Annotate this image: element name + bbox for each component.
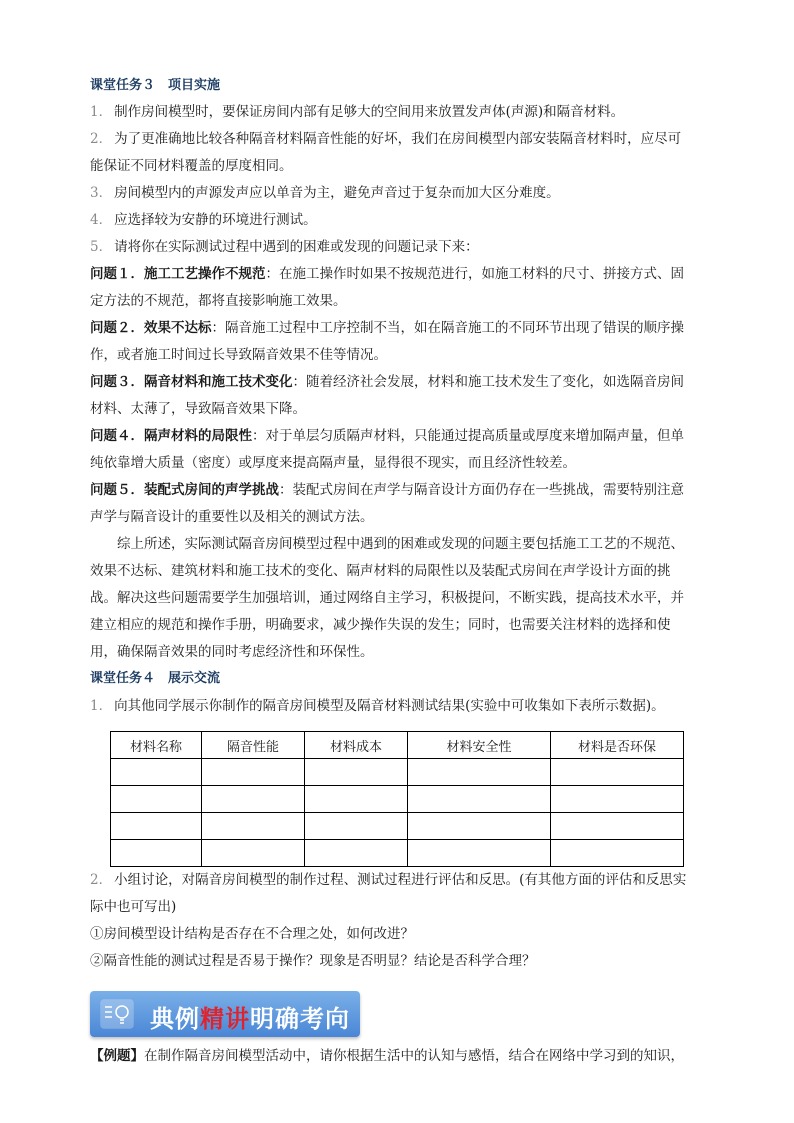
task3-item-4 [90,210,317,230]
problem-5-cont: 声学与隔音设计的重要性以及相关的测试方法。 [90,509,374,525]
task3-item-5 [90,237,479,257]
table-cell [202,813,305,840]
summary-line-4: 建立相应的规范和操作手册，明确要求，减少操作失误的发生；同时，也需要关注材料的选择和使 [90,617,671,633]
banner-part-1: 典例 [150,1005,200,1033]
task3-item-2 [90,129,681,149]
problem-3 [90,372,684,392]
banner-part-2: 精讲 [200,1005,250,1033]
item-text: 小组讨论，对隔音房间模型的制作过程、测试过程进行评估和反思。(有其他方面的评估和反思实 [114,872,687,888]
header-cell: 材料是否环保 [551,732,684,759]
table-row [111,840,684,867]
item-number: 5． [90,239,113,255]
table-cell [551,759,684,786]
banner-part-3: 明确考向 [250,1005,350,1033]
task3-item-1 [90,102,624,122]
table-cell [305,786,408,813]
table-cell [202,759,305,786]
table-row [111,813,684,840]
table-cell [305,813,408,840]
book-lightbulb-icon [100,997,134,1031]
table-cell [551,786,684,813]
problem-text: ：在施工操作时如果不按规范进行，如施工材料的尺寸、拼接方式、固 [265,266,684,282]
problem-5 [90,480,684,500]
task3-item-2-cont [90,156,293,176]
banner-title [150,999,350,1034]
task3-title: 课堂任务３ 项目实施 [90,78,221,93]
example-label: 【例题】 [90,1048,144,1064]
task4-item-2-cont: 际中也可写出) [90,899,177,915]
task4-item-1 [90,696,665,716]
task4-item-2 [90,870,686,890]
table-cell [408,840,551,867]
example-text: 在制作隔音房间模型活动中，请你根据生活中的认知与感悟，结合在网络中学习到的知识， [144,1048,684,1064]
table-cell [305,759,408,786]
example-line [90,1046,684,1066]
item-number: 2． [90,131,113,147]
header-cell: 隔音性能 [202,732,305,759]
item-text: 能保证不同材料覆盖的厚度相同。 [90,158,293,174]
table-cell [408,786,551,813]
table-cell [551,840,684,867]
problem-text: ：随着经济社会发展，材料和施工技术发生了变化，如选隔音房间 [292,374,684,390]
header-cell: 材料成本 [305,732,408,759]
problem-text: ：装配式房间在声学与隔音设计方面仍存在一些挑战，需要特别注意 [279,482,684,498]
problem-label: 问题３．隔音材料和施工技术变化 [90,374,293,390]
problem-4 [90,426,684,446]
problem-label: 问题５．装配式房间的声学挑战 [90,482,279,498]
item-text: 应选择较为安静的环境进行测试。 [114,212,317,228]
problem-label: 问题２．效果不达标 [90,320,212,336]
item-text: 为了更准确地比较各种隔音材料隔音性能的好坏，我们在房间模型内部安装隔音材料时，应尽可 [114,131,682,147]
header-cell: 材料安全性 [408,732,551,759]
item-text: 制作房间模型时，要保证房间内部有足够大的空间用来放置发声体(声源)和隔音材料。 [114,104,625,120]
table-cell [202,786,305,813]
problem-1-cont: 定方法的不规范，都将直接影响施工效果。 [90,293,347,309]
problem-2-cont: 作，或者施工时间过长导致隔音效果不佳等情况。 [90,347,387,363]
problem-3-cont: 材料、太薄了，导致隔音效果下降。 [90,401,306,417]
problem-label: 问题１．施工工艺操作不规范 [90,266,266,282]
table-cell [305,840,408,867]
problem-1 [90,264,684,284]
table-cell [202,840,305,867]
problem-2 [90,318,684,338]
table-cell [111,759,202,786]
question-2: ②隔音性能的测试过程是否易于操作？现象是否明显？结论是否科学合理？ [90,953,536,969]
summary-line-1: 综上所述，实际测试隔音房间模型过程中遇到的困难或发现的问题主要包括施工工艺的不规范、 [90,536,684,552]
item-number: 1． [90,698,113,714]
header-cell: 材料名称 [111,732,202,759]
results-table [110,731,684,867]
problem-text: ：隔音施工过程中工序控制不当，如在隔音施工的不同环节出现了错误的顺序操 [211,320,684,336]
item-text: 向其他同学展示你制作的隔音房间模型及隔音材料测试结果(实验中可收集如下表所示数据)。 [114,698,665,714]
item-number: 1． [90,104,113,120]
item-text: 请将你在实际测试过程中遇到的困难或发现的问题记录下来： [114,239,479,255]
table-header-row [111,732,684,759]
table-row [111,786,684,813]
table-cell [111,813,202,840]
summary-line-3: 战。解决这些问题需要学生加强培训，通过网络自主学习，积极提问，不断实践，提高技术水平，并 [90,590,684,606]
problem-4-cont: 纯依靠增大质量（密度）或厚度来提高隔声量，显得很不现实，而且经济性较差。 [90,455,576,471]
table-cell [408,759,551,786]
summary-line-2: 效果不达标、建筑材料和施工技术的变化、隔声材料的局限性以及装配式房间在声学设计方面的挑 [90,563,671,579]
summary-line-5: 用，确保隔音效果的同时考虑经济性和环保性。 [90,644,374,660]
table-row [111,759,684,786]
item-number: 3． [90,185,113,201]
table-cell [551,813,684,840]
table-cell [111,786,202,813]
task4-title: 课堂任务４ 展示交流 [90,671,221,686]
problem-text: ：对于单层匀质隔声材料，只能通过提高质量或厚度来增加隔声量，但单 [252,428,684,444]
item-number: 4． [90,212,113,228]
problem-label: 问题４．隔声材料的局限性 [90,428,252,444]
table-cell [408,813,551,840]
question-1: ①房间模型设计结构是否存在不合理之处，如何改进？ [90,926,414,942]
table-cell [111,840,202,867]
section-banner [90,991,360,1037]
item-number: 2． [90,872,113,888]
task3-item-3 [90,183,560,203]
item-text: 房间模型内的声源发声应以单音为主，避免声音过于复杂而加大区分难度。 [114,185,560,201]
